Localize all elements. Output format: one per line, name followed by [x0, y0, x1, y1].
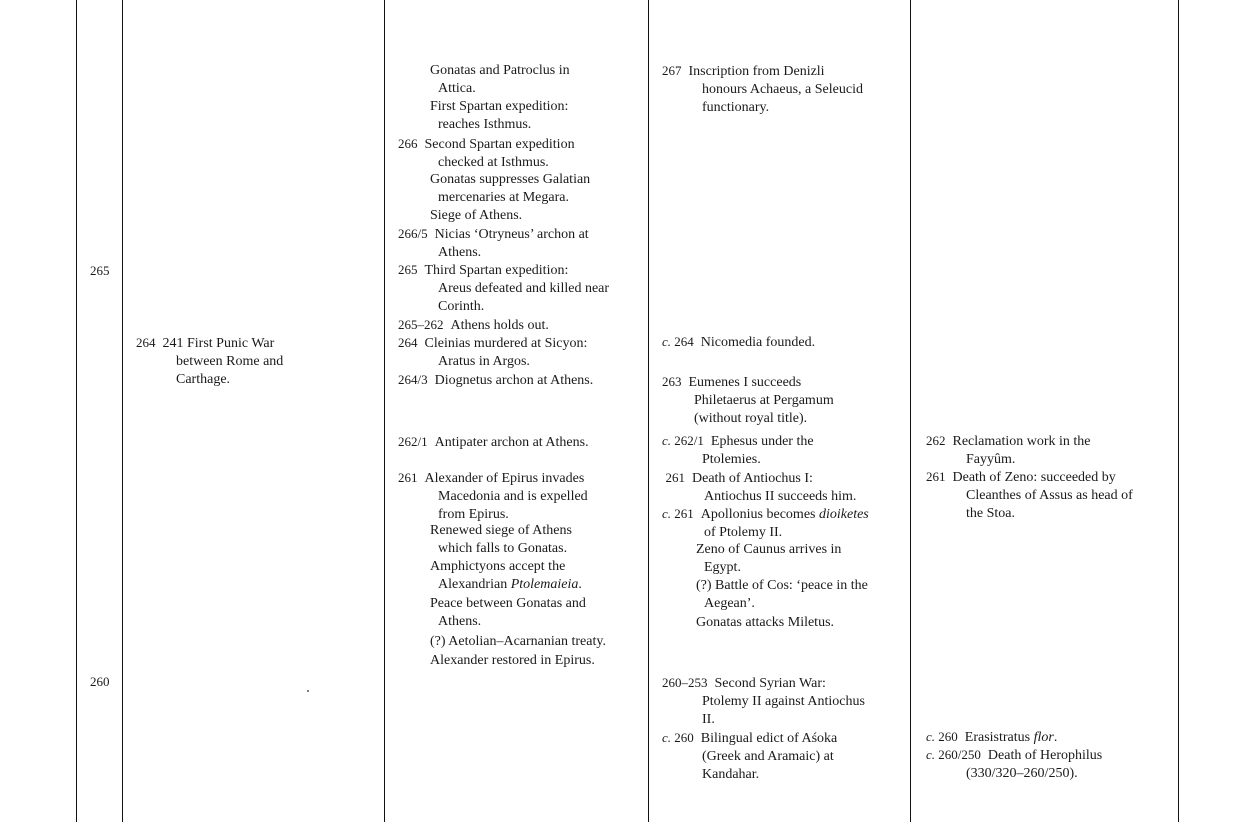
chronology-entry — [398, 633, 646, 651]
chronology-entry — [398, 171, 646, 207]
entry-year: 267 — [662, 63, 682, 78]
entry-year: 261 — [398, 470, 418, 485]
chronology-entry — [662, 614, 908, 632]
entry-text: Kandahar. — [702, 767, 760, 782]
entry-text: Antipater archon at Athens. — [434, 435, 589, 450]
entry-year: 261 — [926, 469, 946, 484]
chronology-entry — [926, 728, 1176, 747]
entry-text: Gonatas attacks Miletus. — [696, 615, 835, 630]
entry-text: Peace between Gonatas and — [430, 596, 586, 611]
entry-text: Fayyûm. — [966, 452, 1016, 467]
column-rule — [1178, 0, 1179, 822]
chronology-entry — [662, 373, 908, 428]
entry-text: Alexandrian Ptolemaieia. — [438, 577, 582, 592]
entry-text: Reclamation work in the — [952, 434, 1091, 449]
entry-text: (Greek and Aramaic) at — [702, 749, 834, 764]
entry-text: reaches Isthmus. — [438, 117, 532, 132]
entry-text: honours Achaeus, a Seleucid — [702, 82, 863, 97]
entry-year: c. 264 — [662, 334, 694, 349]
entry-text: which falls to Gonatas. — [438, 541, 568, 556]
entry-text: Alexander of Epirus invades — [424, 471, 585, 486]
entry-text: Egypt. — [704, 560, 741, 575]
year-marker: 260 — [90, 674, 110, 689]
entry-text: Corinth. — [438, 299, 485, 314]
entry-year: 264 — [398, 335, 418, 350]
entry-text: Macedonia and is expelled — [438, 489, 588, 504]
chronology-entry — [398, 98, 646, 134]
entry-text: Diognetus archon at Athens. — [434, 373, 594, 388]
chronology-entry — [398, 135, 646, 172]
entry-text: (330/320–260/250). — [966, 766, 1078, 781]
entry-text: Nicomedia founded. — [700, 335, 816, 350]
entry-year: 262/1 — [398, 434, 428, 449]
entry-text: Antiochus II succeeds him. — [704, 489, 857, 504]
column-rule — [76, 0, 77, 822]
chronology-entry — [136, 334, 381, 389]
chronology-entry — [662, 469, 908, 506]
entry-text: (?) Aetolian–Acarnanian treaty. — [430, 634, 606, 649]
entry-text: Inscription from Denizli — [688, 64, 825, 79]
entry-text: Death of Antiochus I: — [692, 471, 813, 486]
entry-text: Death of Zeno: succeeded by — [952, 470, 1116, 485]
chronology-entry — [398, 652, 646, 670]
entry-text: 241 First Punic War — [162, 336, 275, 351]
entry-text: Amphictyons accept the — [430, 559, 566, 574]
entry-text: Apollonius becomes dioiketes — [700, 507, 869, 522]
entry-text: Cleanthes of Assus as head of — [966, 488, 1133, 503]
chronology-entry — [398, 371, 646, 390]
entry-text: Aegean’. — [704, 596, 755, 611]
entry-year: 264/3 — [398, 372, 428, 387]
entry-text: First Spartan expedition: — [430, 99, 569, 114]
entry-text: Erasistratus flor. — [964, 730, 1058, 745]
chronology-entry — [662, 674, 908, 729]
entry-year: 264 — [136, 335, 156, 350]
entry-text: Bilingual edict of Aśoka — [700, 731, 838, 746]
entry-text: Areus defeated and killed near — [438, 281, 610, 296]
entry-text: Renewed siege of Athens — [430, 523, 572, 538]
entry-text: II. — [702, 712, 715, 727]
chronology-entry — [662, 432, 908, 469]
year-marker: 265 — [90, 263, 110, 278]
chronology-entry — [662, 577, 908, 613]
chronology-entry — [398, 62, 646, 98]
chronology-entry — [398, 469, 646, 524]
column-rule — [384, 0, 385, 822]
chronology-entry — [662, 541, 908, 577]
entry-text: from Epirus. — [438, 507, 509, 522]
entry-year: 265 — [398, 262, 418, 277]
entry-text: the Stoa. — [966, 506, 1015, 521]
chronology-entry — [398, 207, 646, 225]
entry-text: Gonatas suppresses Galatian — [430, 172, 591, 187]
entry-text: between Rome and — [176, 354, 284, 369]
entry-text: Second Syrian War: — [714, 676, 826, 691]
entry-year: 266/5 — [398, 226, 428, 241]
entry-text: of Ptolemy II. — [704, 525, 783, 540]
entry-year: c. 260 — [662, 730, 694, 745]
entry-text: (without royal title). — [694, 411, 808, 426]
stray-mark — [307, 690, 309, 692]
entry-year: c. 260 — [926, 729, 958, 744]
entry-text: Athens. — [438, 245, 482, 260]
entry-text: Siege of Athens. — [430, 208, 523, 223]
column-rule — [122, 0, 123, 822]
chronology-entry — [398, 261, 646, 316]
entry-year: c. 260/250 — [926, 747, 981, 762]
entry-year: c. 261 — [662, 506, 694, 521]
entry-text: Gonatas and Patroclus in — [430, 63, 570, 78]
entry-text: Death of Herophilus — [987, 748, 1103, 763]
entry-text: Athens. — [438, 614, 482, 629]
entry-text: Alexander restored in Epirus. — [430, 653, 595, 668]
chronology-entry — [926, 746, 1176, 783]
chronology-entry — [398, 334, 646, 371]
entry-text: Attica. — [438, 81, 476, 96]
chronology-entry — [926, 432, 1176, 469]
chronology-entry — [398, 225, 646, 262]
entry-text: Eumenes I succeeds — [688, 375, 802, 390]
entry-text: mercenaries at Megara. — [438, 190, 569, 205]
entry-year: 266 — [398, 136, 418, 151]
entry-text: Philetaerus at Pergamum — [694, 393, 834, 408]
entry-text: Nicias ‘Otryneus’ archon at — [434, 227, 589, 242]
entry-text: checked at Isthmus. — [438, 155, 549, 170]
entry-text: Ptolemies. — [702, 452, 761, 467]
chronology-entry — [662, 333, 908, 352]
entry-text: Ephesus under the — [710, 434, 814, 449]
entry-text: Cleinias murdered at Sicyon: — [424, 336, 588, 351]
entry-year: 263 — [662, 374, 682, 389]
chronology-entry — [398, 433, 646, 452]
chronology-entry — [662, 62, 908, 117]
entry-year: 260–253 — [662, 675, 708, 690]
entry-text: Ptolemy II against Antiochus — [702, 694, 865, 709]
chronology-entry — [398, 595, 646, 631]
entry-text: Second Spartan expedition — [424, 137, 575, 152]
column-rule — [910, 0, 911, 822]
chronology-entry — [662, 505, 908, 542]
column-rule — [648, 0, 649, 822]
entry-text: Aratus in Argos. — [438, 354, 530, 369]
entry-text: Carthage. — [176, 372, 231, 387]
entry-year: 265–262 — [398, 317, 444, 332]
chronology-entry — [398, 522, 646, 558]
chronology-entry — [398, 316, 646, 335]
chronology-entry — [398, 558, 646, 594]
entry-text: Athens holds out. — [450, 318, 549, 333]
entry-year: c. 262/1 — [662, 433, 704, 448]
chronology-entry — [662, 729, 908, 784]
entry-text: (?) Battle of Cos: ‘peace in the — [696, 578, 868, 593]
entry-year: 261 — [665, 470, 685, 485]
chronology-entry — [926, 468, 1176, 523]
entry-text: Zeno of Caunus arrives in — [696, 542, 842, 557]
entry-text: functionary. — [702, 100, 770, 115]
entry-text: Third Spartan expedition: — [424, 263, 569, 278]
entry-year: 262 — [926, 433, 946, 448]
